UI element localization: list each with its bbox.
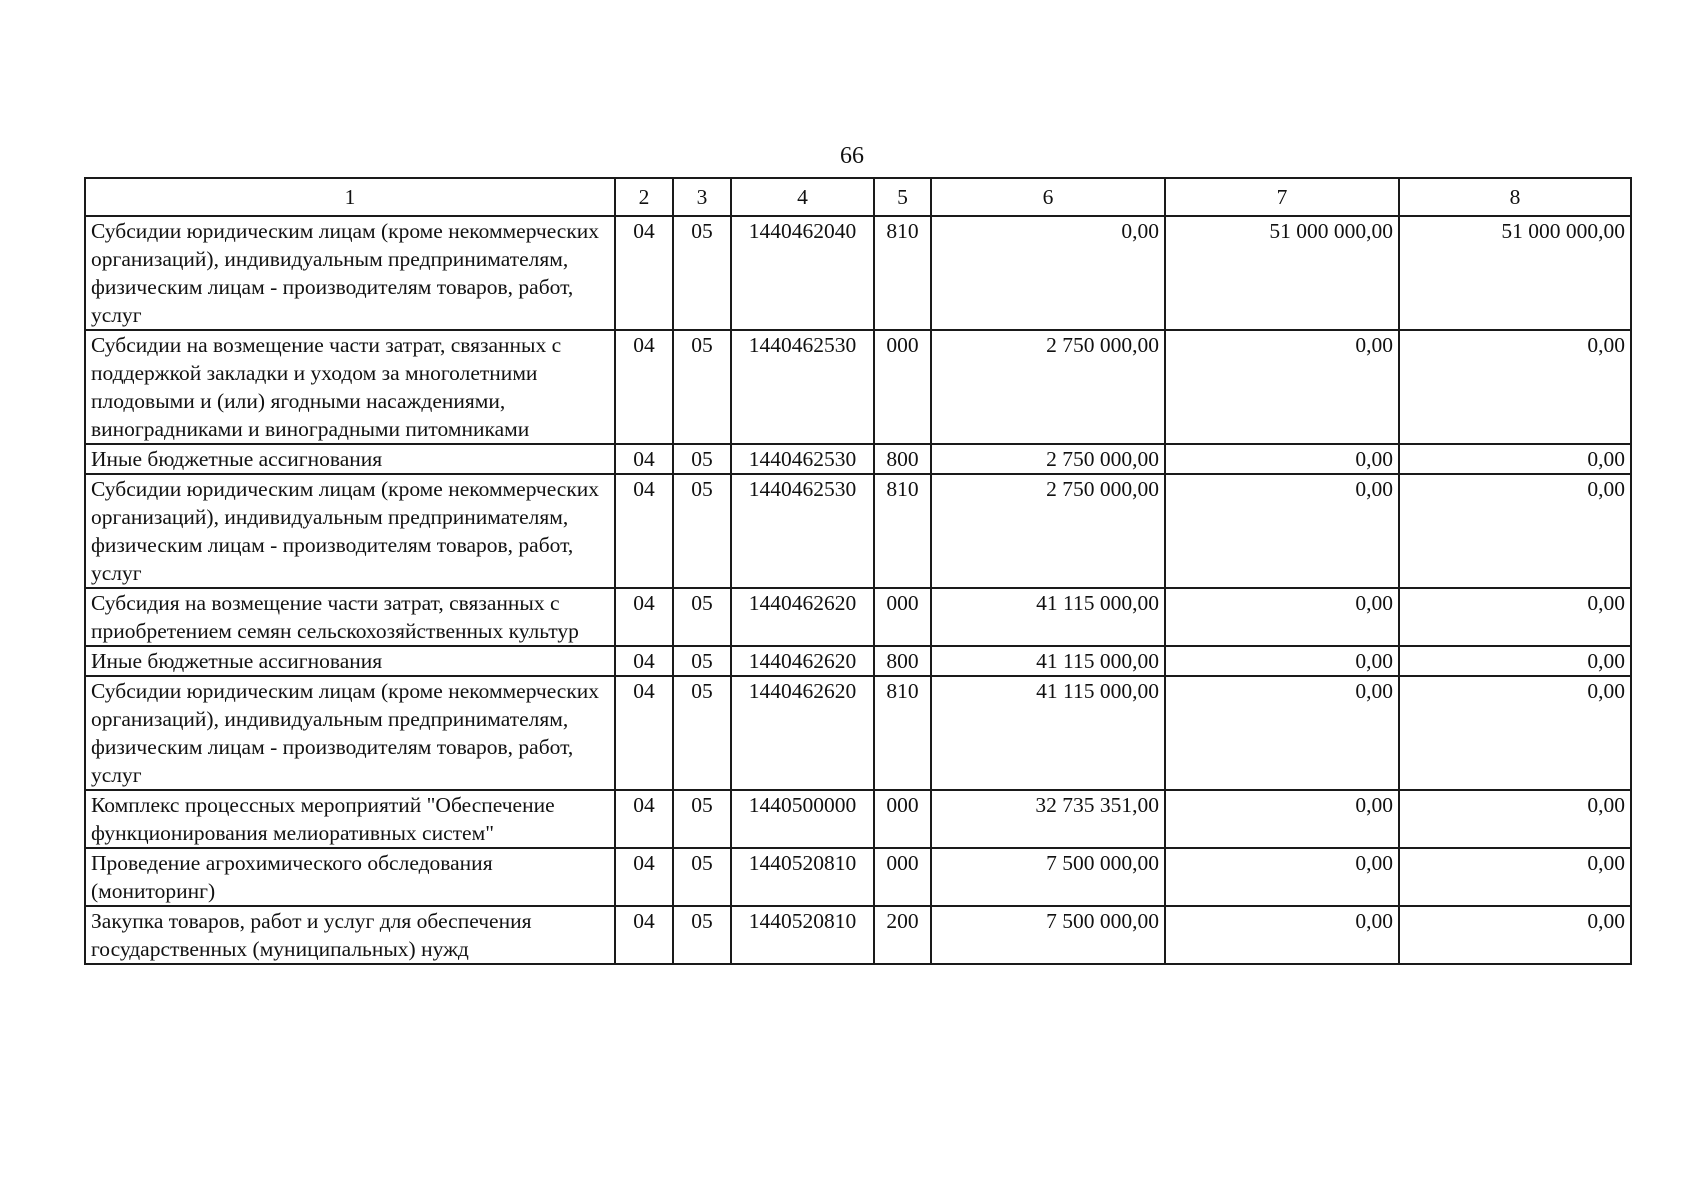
table-row [85, 474, 1631, 588]
column-header: 3 [673, 178, 731, 216]
table-row [85, 676, 1631, 790]
code-col-2: 04 [615, 444, 673, 474]
code-col-4: 1440462620 [731, 676, 874, 790]
table-row [85, 848, 1631, 906]
table-row [85, 790, 1631, 848]
amount-col-7: 0,00 [1165, 790, 1399, 848]
item-name: Закупка товаров, работ и услуг для обеспечения государственных (муниципальных) нужд [85, 906, 615, 964]
code-col-4: 1440462530 [731, 330, 874, 444]
amount-col-7: 51 000 000,00 [1165, 216, 1399, 330]
amount-col-6: 2 750 000,00 [931, 330, 1165, 444]
item-name: Субсидии юридическим лицам (кроме некоммерческих организаций), индивидуальным предпринимателям, физическим лицам - производителям товаров, работ, услуг [85, 676, 615, 790]
code-col-3: 05 [673, 790, 731, 848]
amount-col-8: 0,00 [1399, 848, 1631, 906]
amount-col-7: 0,00 [1165, 906, 1399, 964]
amount-col-6: 41 115 000,00 [931, 676, 1165, 790]
code-col-5: 000 [874, 790, 931, 848]
column-header: 7 [1165, 178, 1399, 216]
column-header: 8 [1399, 178, 1631, 216]
code-col-4: 1440462620 [731, 646, 874, 676]
amount-col-7: 0,00 [1165, 588, 1399, 646]
code-col-5: 000 [874, 848, 931, 906]
amount-col-6: 32 735 351,00 [931, 790, 1165, 848]
code-col-3: 05 [673, 474, 731, 588]
code-col-4: 1440462620 [731, 588, 874, 646]
code-col-3: 05 [673, 848, 731, 906]
amount-col-7: 0,00 [1165, 474, 1399, 588]
amount-col-6: 2 750 000,00 [931, 444, 1165, 474]
item-name: Иные бюджетные ассигнования [85, 646, 615, 676]
code-col-2: 04 [615, 848, 673, 906]
code-col-3: 05 [673, 588, 731, 646]
code-col-5: 810 [874, 676, 931, 790]
code-col-4: 1440500000 [731, 790, 874, 848]
code-col-5: 810 [874, 474, 931, 588]
item-name: Субсидии юридическим лицам (кроме некоммерческих организаций), индивидуальным предпринимателям, физическим лицам - производителям товаров, работ, услуг [85, 474, 615, 588]
item-name: Иные бюджетные ассигнования [85, 444, 615, 474]
item-name: Субсидии на возмещение части затрат, связанных с поддержкой закладки и уходом за многолетними плодовыми и (или) ягодными насаждениями, виноградниками и виноградными питомниками [85, 330, 615, 444]
amount-col-8: 0,00 [1399, 444, 1631, 474]
column-header: 5 [874, 178, 931, 216]
code-col-2: 04 [615, 906, 673, 964]
amount-col-6: 0,00 [931, 216, 1165, 330]
code-col-5: 000 [874, 588, 931, 646]
amount-col-7: 0,00 [1165, 676, 1399, 790]
code-col-2: 04 [615, 216, 673, 330]
item-name: Субсидия на возмещение части затрат, связанных с приобретением семян сельскохозяйственных культур [85, 588, 615, 646]
code-col-5: 800 [874, 646, 931, 676]
amount-col-6: 41 115 000,00 [931, 646, 1165, 676]
amount-col-8: 0,00 [1399, 330, 1631, 444]
code-col-4: 1440462040 [731, 216, 874, 330]
item-name: Комплекс процессных мероприятий "Обеспечение функционирования мелиоративных систем" [85, 790, 615, 848]
amount-col-7: 0,00 [1165, 444, 1399, 474]
code-col-5: 000 [874, 330, 931, 444]
code-col-4: 1440520810 [731, 906, 874, 964]
code-col-3: 05 [673, 676, 731, 790]
amount-col-8: 51 000 000,00 [1399, 216, 1631, 330]
budget-table [84, 177, 1632, 965]
code-col-2: 04 [615, 588, 673, 646]
amount-col-6: 7 500 000,00 [931, 906, 1165, 964]
code-col-3: 05 [673, 444, 731, 474]
amount-col-8: 0,00 [1399, 588, 1631, 646]
code-col-4: 1440462530 [731, 474, 874, 588]
table-row [85, 906, 1631, 964]
amount-col-7: 0,00 [1165, 848, 1399, 906]
item-name: Проведение агрохимического обследования (мониторинг) [85, 848, 615, 906]
amount-col-6: 7 500 000,00 [931, 848, 1165, 906]
column-header: 2 [615, 178, 673, 216]
amount-col-8: 0,00 [1399, 474, 1631, 588]
code-col-2: 04 [615, 646, 673, 676]
amount-col-7: 0,00 [1165, 646, 1399, 676]
amount-col-7: 0,00 [1165, 330, 1399, 444]
code-col-3: 05 [673, 906, 731, 964]
code-col-5: 800 [874, 444, 931, 474]
page-number: 66 [840, 143, 864, 169]
table-row [85, 646, 1631, 676]
code-col-4: 1440520810 [731, 848, 874, 906]
table-row [85, 588, 1631, 646]
item-name: Субсидии юридическим лицам (кроме некоммерческих организаций), индивидуальным предпринимателям, физическим лицам - производителям товаров, работ, услуг [85, 216, 615, 330]
amount-col-6: 2 750 000,00 [931, 474, 1165, 588]
table-row [85, 444, 1631, 474]
amount-col-6: 41 115 000,00 [931, 588, 1165, 646]
table-row [85, 216, 1631, 330]
code-col-2: 04 [615, 676, 673, 790]
code-col-3: 05 [673, 646, 731, 676]
code-col-5: 810 [874, 216, 931, 330]
amount-col-8: 0,00 [1399, 790, 1631, 848]
amount-col-8: 0,00 [1399, 676, 1631, 790]
code-col-5: 200 [874, 906, 931, 964]
table-row [85, 330, 1631, 444]
column-header: 4 [731, 178, 874, 216]
header-row [85, 178, 1631, 216]
column-header: 1 [85, 178, 615, 216]
code-col-3: 05 [673, 216, 731, 330]
code-col-4: 1440462530 [731, 444, 874, 474]
amount-col-8: 0,00 [1399, 646, 1631, 676]
amount-col-8: 0,00 [1399, 906, 1631, 964]
column-header: 6 [931, 178, 1165, 216]
code-col-2: 04 [615, 474, 673, 588]
code-col-3: 05 [673, 330, 731, 444]
code-col-2: 04 [615, 790, 673, 848]
code-col-2: 04 [615, 330, 673, 444]
